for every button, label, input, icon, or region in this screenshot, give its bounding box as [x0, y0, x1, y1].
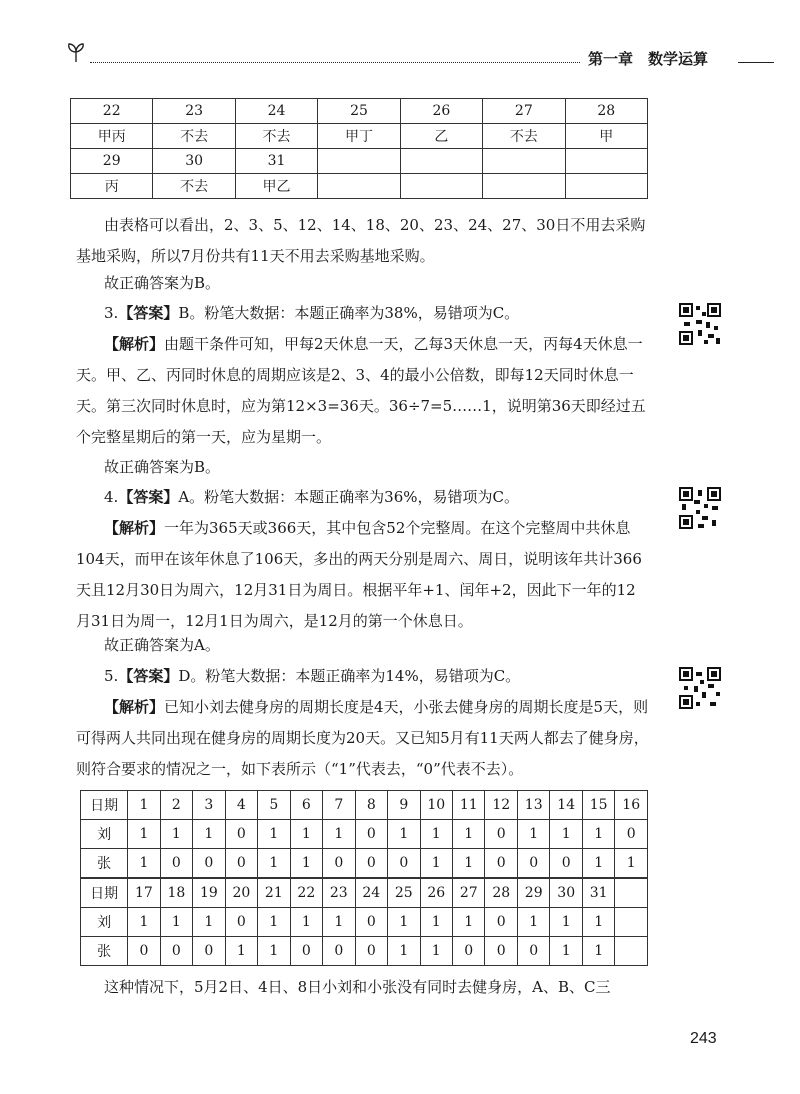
table-cell: 30 — [550, 878, 582, 908]
table-cell: 甲丁 — [318, 124, 400, 149]
table-cell: 22 — [71, 99, 153, 124]
table-cell: 1 — [517, 908, 549, 937]
table-row — [71, 124, 648, 149]
page-number: 243 — [690, 1030, 717, 1047]
table-cell: 0 — [160, 937, 192, 966]
paragraph: 由表格可以看出，2、3、5、12、14、18、20、23、24、27、30日不用去采购基地采购，所以7月份共有11天不用去采购基地采购。 — [76, 216, 646, 265]
table-cell — [615, 908, 648, 937]
table-cell: 0 — [615, 820, 648, 849]
table-cell: 15 — [582, 791, 614, 820]
table-cell: 2 — [160, 791, 192, 820]
analysis-text: 由题干条件可知，甲每2天休息一天，乙每3天休息一天，丙每4天休息一天。甲、乙、丙同时休息的周期应该是2、3、4的最小公倍数，即每12天同时休息一天。第三次同时休息时，应为第12×3=36天。36÷7=5……1，说明第36天即经过五个完整星期后的第一天，应为星期一。 — [76, 335, 646, 446]
paragraph: 这种情况下，5月2日、4日、8日小刘和小张没有同时去健身房，A、B、C三 — [104, 978, 611, 996]
table-cell: 24 — [235, 99, 317, 124]
question-5-analysis — [76, 692, 650, 785]
table-cell: 0 — [355, 937, 387, 966]
table-cell — [565, 174, 647, 199]
table-cell: 1 — [550, 937, 582, 966]
table-cell — [565, 149, 647, 174]
table-cell: 0 — [160, 849, 192, 879]
table-cell: 甲丙 — [71, 124, 153, 149]
table-cell: 甲 — [565, 124, 647, 149]
table-cell: 0 — [355, 908, 387, 937]
table-cell: 1 — [128, 849, 160, 879]
table-cell — [400, 174, 482, 199]
table-cell — [318, 174, 400, 199]
table-cell: 刘 — [81, 908, 128, 937]
analysis-tag: 【解析】 — [104, 698, 165, 716]
table-cell — [615, 937, 648, 966]
table-cell: 1 — [193, 820, 225, 849]
table-cell — [483, 174, 565, 199]
table-row — [71, 99, 648, 124]
table-cell: 1 — [517, 820, 549, 849]
table-cell: 9 — [388, 791, 420, 820]
table-cell — [400, 149, 482, 174]
table-cell: 1 — [160, 908, 192, 937]
table-cell: 0 — [193, 937, 225, 966]
header-rule — [90, 62, 580, 63]
table-cell: 1 — [582, 820, 614, 849]
table-cell: 1 — [420, 937, 452, 966]
question-4-answer — [76, 482, 650, 513]
question-3-analysis — [76, 329, 650, 453]
table-cell: 1 — [290, 849, 322, 879]
table-cell: 0 — [388, 849, 420, 879]
table-cell: 17 — [128, 878, 160, 908]
table-row — [81, 791, 648, 820]
table-cell: 1 — [420, 908, 452, 937]
qr-code-icon[interactable] — [678, 666, 722, 710]
table-cell: 0 — [323, 849, 355, 879]
table-cell: 1 — [550, 820, 582, 849]
table-cell: 28 — [565, 99, 647, 124]
table-cell: 日期 — [81, 878, 128, 908]
question-number: 4. — [104, 488, 119, 506]
table-row — [81, 908, 648, 937]
table-cell: 0 — [290, 937, 322, 966]
table-cell: 丙 — [71, 174, 153, 199]
table-cell: 16 — [615, 791, 648, 820]
table-cell: 0 — [550, 849, 582, 879]
table-row — [81, 849, 648, 879]
table-cell: 1 — [258, 849, 290, 879]
table-cell: 1 — [160, 820, 192, 849]
qr-code-icon[interactable] — [678, 486, 722, 530]
table-row — [81, 820, 648, 849]
question-number: 5. — [104, 667, 119, 685]
question-3-answer — [76, 298, 650, 329]
table-cell: 1 — [388, 820, 420, 849]
table-cell: 3 — [193, 791, 225, 820]
table-cell: 25 — [318, 99, 400, 124]
table-cell — [483, 149, 565, 174]
chapter-title: 第一章 数学运算 — [588, 50, 709, 68]
table-cell: 1 — [453, 908, 485, 937]
table-cell: 23 — [153, 99, 235, 124]
qr-code-icon[interactable] — [678, 302, 722, 346]
table-cell: 甲乙 — [235, 174, 317, 199]
table-cell: 1 — [258, 820, 290, 849]
table-row — [71, 149, 648, 174]
table-row — [81, 937, 648, 966]
table-cell: 8 — [355, 791, 387, 820]
table-cell: 5 — [258, 791, 290, 820]
table-cell: 0 — [517, 849, 549, 879]
table-cell: 31 — [582, 878, 614, 908]
table-cell: 31 — [235, 149, 317, 174]
table-cell: 6 — [290, 791, 322, 820]
answer-text: A。粉笔大数据：本题正确率为36%，易错项为C。 — [178, 488, 519, 506]
table-cell: 1 — [582, 908, 614, 937]
answer-line: 故正确答案为B。 — [104, 274, 221, 292]
table-cell: 19 — [193, 878, 225, 908]
table-cell: 10 — [420, 791, 452, 820]
table-cell: 22 — [290, 878, 322, 908]
table-cell: 20 — [225, 878, 257, 908]
table-cell: 27 — [453, 878, 485, 908]
table-cell: 26 — [420, 878, 452, 908]
table-cell: 不去 — [153, 124, 235, 149]
table-cell: 0 — [193, 849, 225, 879]
table-cell: 1 — [453, 820, 485, 849]
table-cell: 0 — [453, 937, 485, 966]
table-row — [81, 878, 648, 908]
table-cell: 12 — [485, 791, 517, 820]
table-cell: 13 — [517, 791, 549, 820]
analysis-text: 一年为365天或366天，其中包含52个完整周。在这个完整周中共休息104天，而甲在该年休息了106天，多出的两天分别是周六、周日，说明该年共计366天且12月30日为周六，12月31日为周日。根据平年+1、闰年+2，因此下一年的12月31日为周一，12月1日为周六，是12月的第一个休息日。 — [76, 519, 642, 630]
analysis-tag: 【解析】 — [104, 335, 165, 353]
table-cell: 1 — [258, 908, 290, 937]
analysis-tag: 【解析】 — [104, 519, 165, 537]
question-number: 3. — [104, 304, 119, 322]
table-cell: 0 — [485, 937, 517, 966]
answer-line: 故正确答案为A。 — [104, 636, 220, 654]
table-cell: 1 — [615, 849, 648, 879]
table-cell: 1 — [225, 937, 257, 966]
table-cell: 0 — [355, 820, 387, 849]
table-cell: 日期 — [81, 791, 128, 820]
table-cell — [318, 149, 400, 174]
table-cell: 26 — [400, 99, 482, 124]
table-cell: 0 — [355, 849, 387, 879]
table-cell: 4 — [225, 791, 257, 820]
answer-text: D。粉笔大数据：本题正确率为14%，易错项为C。 — [178, 667, 521, 685]
table-cell: 0 — [485, 849, 517, 879]
table-cell: 张 — [81, 849, 128, 879]
question-4-analysis — [76, 513, 650, 637]
sprout-icon — [64, 40, 88, 64]
table-cell: 21 — [258, 878, 290, 908]
table-cell: 1 — [420, 849, 452, 879]
table-cell: 29 — [71, 149, 153, 174]
table-cell: 14 — [550, 791, 582, 820]
table-cell: 28 — [485, 878, 517, 908]
table-cell: 0 — [225, 849, 257, 879]
table-row — [71, 174, 648, 199]
table-cell: 29 — [517, 878, 549, 908]
table-cell: 0 — [225, 908, 257, 937]
table-cell: 24 — [355, 878, 387, 908]
table-cell: 0 — [128, 937, 160, 966]
answer-line: 故正确答案为B。 — [104, 458, 221, 476]
table-cell: 11 — [453, 791, 485, 820]
table-cell: 张 — [81, 937, 128, 966]
table-cell: 不去 — [483, 124, 565, 149]
table-cell: 0 — [517, 937, 549, 966]
table-cell — [615, 878, 648, 908]
table-cell: 1 — [258, 937, 290, 966]
table-cell: 1 — [323, 908, 355, 937]
table-cell: 0 — [225, 820, 257, 849]
table-cell: 1 — [193, 908, 225, 937]
answer-tag: 【答案】 — [118, 488, 179, 506]
table-cell: 1 — [290, 820, 322, 849]
table-cell: 1 — [420, 820, 452, 849]
answer-text: B。粉笔大数据：本题正确率为38%，易错项为C。 — [178, 304, 520, 322]
table-cell: 0 — [323, 937, 355, 966]
table-cell: 0 — [485, 908, 517, 937]
table-cell: 7 — [323, 791, 355, 820]
table-cell: 30 — [153, 149, 235, 174]
table-cell: 不去 — [235, 124, 317, 149]
gym-attendance-table — [80, 790, 648, 966]
answer-tag: 【答案】 — [118, 667, 179, 685]
answer-tag: 【答案】 — [118, 304, 179, 322]
table-cell: 不去 — [153, 174, 235, 199]
table-cell: 0 — [485, 820, 517, 849]
page-header — [0, 40, 800, 80]
table-cell: 刘 — [81, 820, 128, 849]
table-cell: 1 — [582, 937, 614, 966]
table-cell: 25 — [388, 878, 420, 908]
table-cell: 1 — [388, 937, 420, 966]
table-cell: 1 — [128, 820, 160, 849]
table-cell: 1 — [550, 908, 582, 937]
table-cell: 18 — [160, 878, 192, 908]
header-rule-right — [738, 62, 774, 63]
table-cell: 乙 — [400, 124, 482, 149]
table-cell: 1 — [128, 791, 160, 820]
question-5-answer — [76, 661, 650, 692]
table-cell: 27 — [483, 99, 565, 124]
schedule-table — [70, 98, 648, 199]
table-cell: 1 — [453, 849, 485, 879]
table-cell: 1 — [582, 849, 614, 879]
table-cell: 23 — [323, 878, 355, 908]
table-cell: 1 — [290, 908, 322, 937]
table-cell: 1 — [128, 908, 160, 937]
analysis-text: 已知小刘去健身房的周期长度是4天，小张去健身房的周期长度是5天，则可得两人共同出现在健身房的周期长度为20天。又已知5月有11天两人都去了健身房，则符合要求的情况之一，如下表所示（“1”代表去，“0”代表不去）。 — [76, 698, 649, 778]
table-cell: 1 — [323, 820, 355, 849]
table-cell: 1 — [388, 908, 420, 937]
